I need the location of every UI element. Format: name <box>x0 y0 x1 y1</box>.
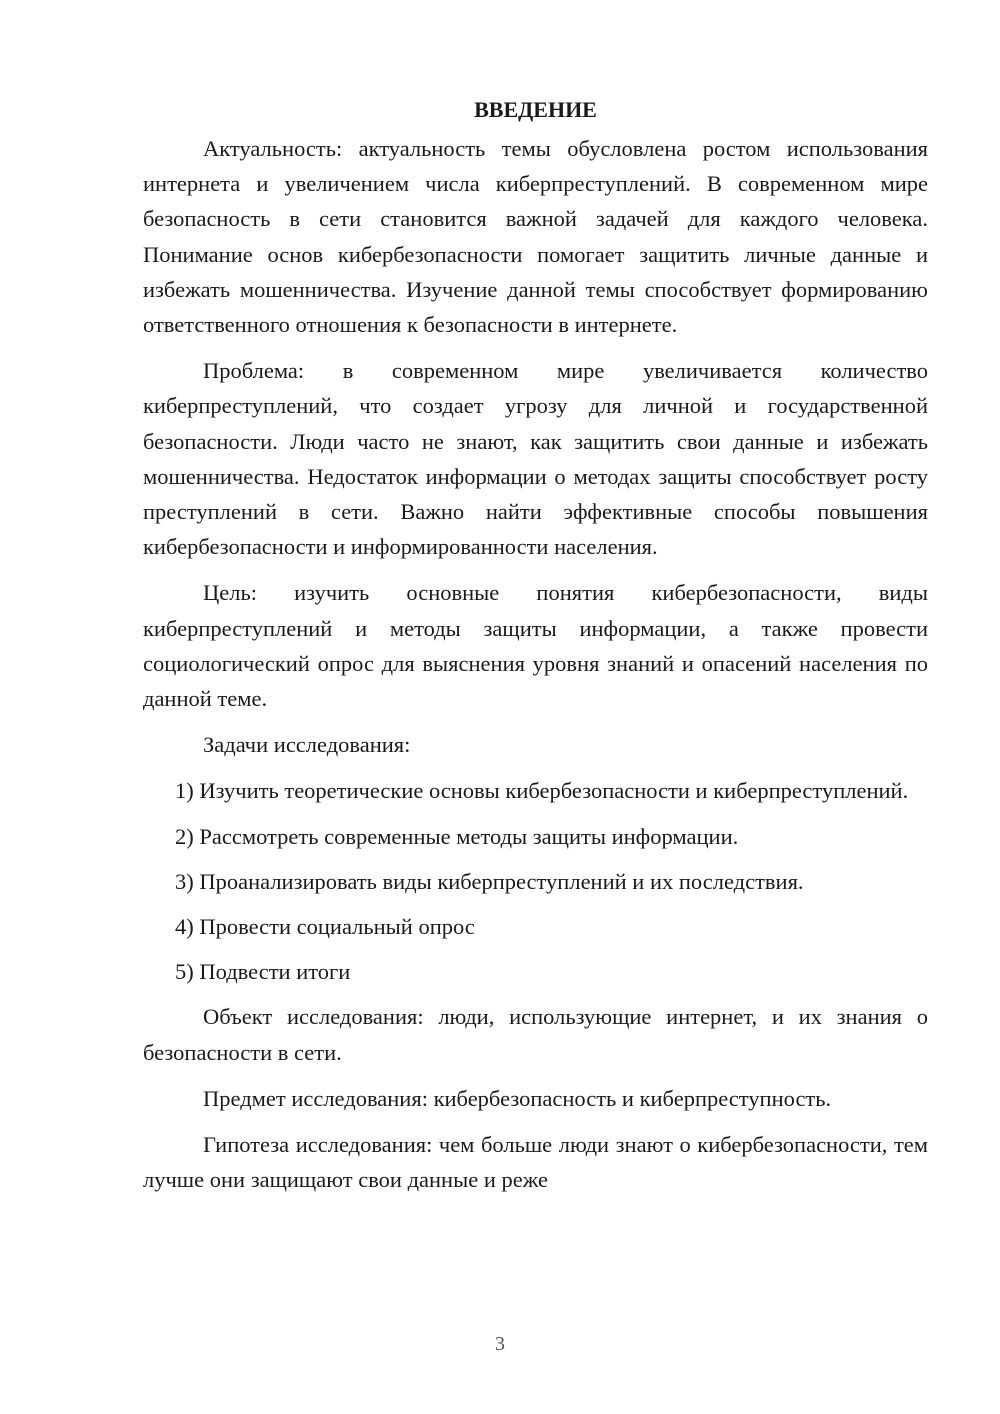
task-item-4: 4) Провести социальный опрос <box>175 914 475 940</box>
document-page <box>143 95 928 1208</box>
paragraph-relevance: Актуальность: актуальность темы обусловлена ростом использования интернета и увеличением числа киберпреступлений. В современном мире безопасность в сети становится важной задачей для каждого человека. Понимание основ кибербезопасности помогает защитить личные данные и избежать мошенничества. Изучение данной темы способствует формированию ответственного отношения к безопасности в интернете. <box>143 136 928 338</box>
paragraph-hypothesis: Гипотеза исследования: чем больше люди знают о кибербезопасности, тем лучше они защищают свои данные и реже <box>143 1132 928 1193</box>
paragraph-object: Объект исследования: люди, использующие интернет, и их знания о безопасности в сети. <box>143 1004 928 1065</box>
page-number: 3 <box>495 1333 505 1355</box>
task-item-3: 3) Проанализировать виды киберпреступлений и их последствия. <box>175 868 804 894</box>
paragraph-subject: Предмет исследования: кибербезопасность и киберпреступность. <box>203 1085 832 1111</box>
paragraph-problem: Проблема: в современном мире увеличивается количество киберпреступлений, что создает угрозу для личной и государственной безопасности. Люди часто не знают, как защитить свои данные и избежать мошенничества. Недостаток информации о методах защиты способствует росту преступлений в сети. Важно найти эффективные способы повышения кибербезопасности и информированности населения. <box>143 358 928 560</box>
task-item-2: 2) Рассмотреть современные методы защиты информации. <box>175 823 739 849</box>
tasks-title: Задачи исследования: <box>203 732 411 758</box>
paragraph-goal: Цель: изучить основные понятия кибербезопасности, виды киберпреступлений и методы защиты информации, а также провести социологический опрос для выяснения уровня знаний и опасений населения по данной теме. <box>143 580 928 712</box>
task-item-1: 1) Изучить теоретические основы кибербезопасности и киберпреступлений. <box>175 778 909 804</box>
task-item-5: 5) Подвести итоги <box>175 959 351 985</box>
section-heading: ВВЕДЕНИЕ <box>474 97 597 122</box>
